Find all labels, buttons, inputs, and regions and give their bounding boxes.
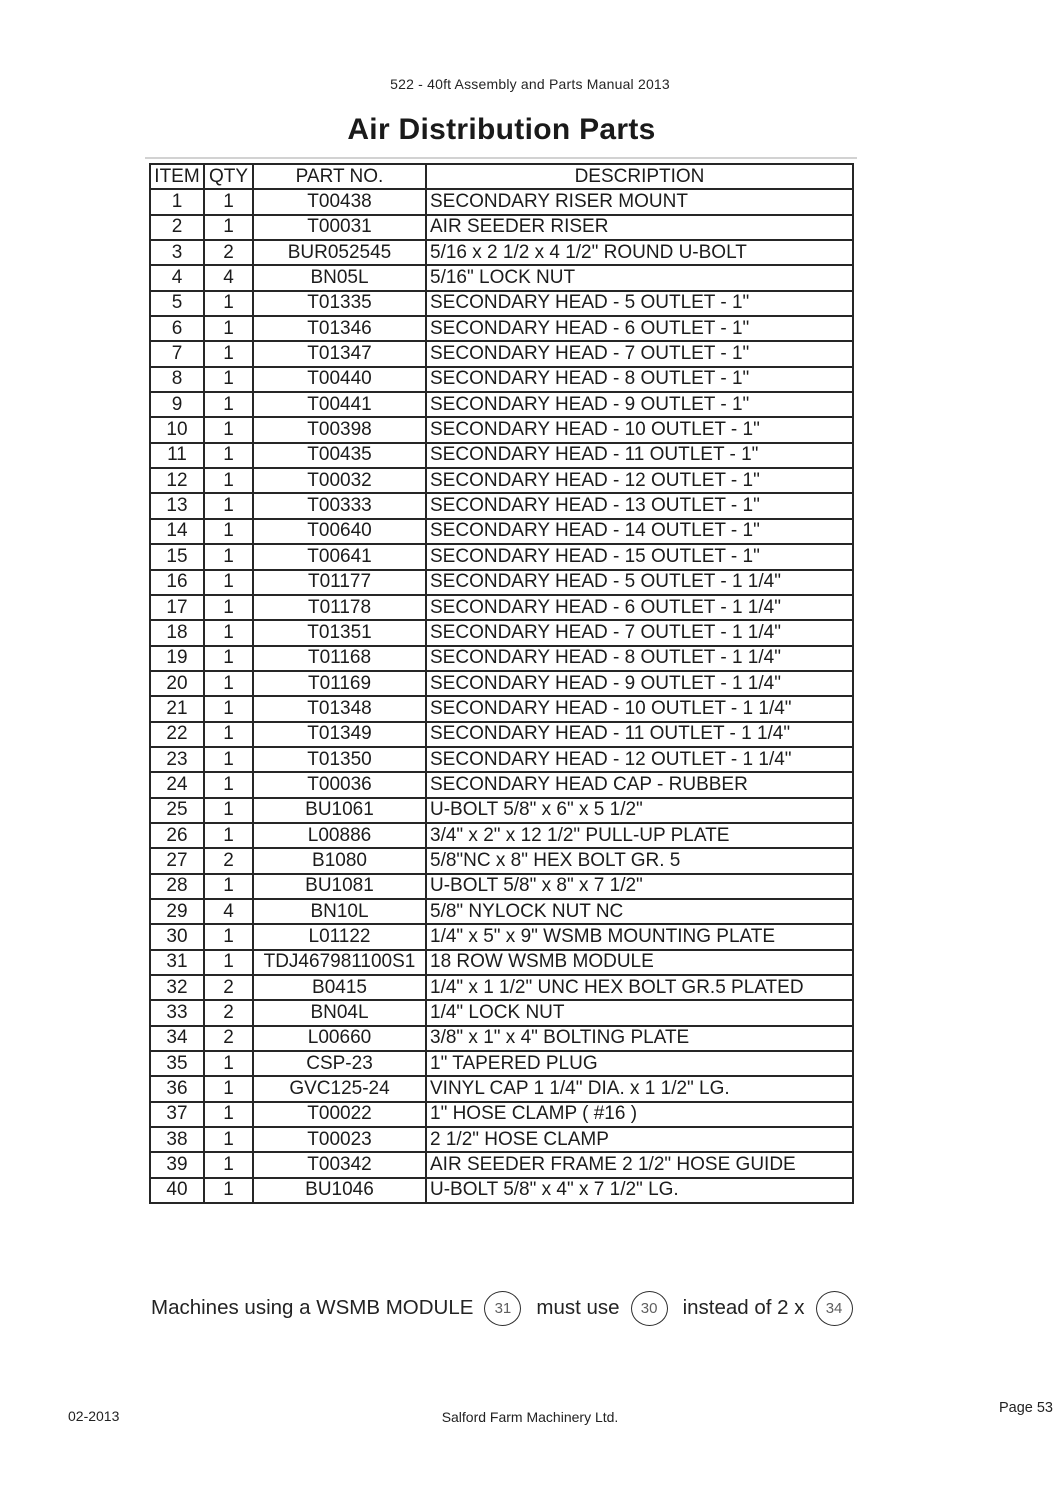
item-cell: 8 [150, 367, 204, 392]
item-cell: 28 [150, 874, 204, 899]
part-no-cell: T00435 [253, 443, 426, 468]
description-cell: SECONDARY HEAD - 5 OUTLET - 1" [426, 291, 853, 316]
description-cell: U-BOLT 5/8" x 4" x 7 1/2" LG. [426, 1178, 853, 1203]
balloon-ref-31: 31 [484, 1291, 521, 1326]
description-cell: 1/4" x 5" x 9" WSMB MOUNTING PLATE [426, 924, 853, 949]
footer-page-number: Page 53 [998, 1400, 1053, 1416]
item-cell: 24 [150, 772, 204, 797]
table-row [150, 443, 853, 468]
table-body [150, 189, 853, 1203]
part-no-cell: BN10L [253, 899, 426, 924]
qty-cell: 4 [204, 265, 253, 290]
description-cell: 5/16 x 2 1/2 x 4 1/2" ROUND U-BOLT [426, 240, 853, 265]
item-cell: 31 [150, 950, 204, 975]
part-no-cell: T00333 [253, 493, 426, 518]
page-title: Air Distribution Parts [347, 113, 656, 146]
scan-artifact-line [145, 157, 857, 159]
item-cell: 18 [150, 620, 204, 645]
balloon-ref-30: 30 [631, 1291, 668, 1326]
qty-cell: 1 [204, 747, 253, 772]
qty-cell: 1 [204, 341, 253, 366]
table-row [150, 823, 853, 848]
item-cell: 1 [150, 189, 204, 214]
part-no-cell: L01122 [253, 924, 426, 949]
item-cell: 11 [150, 443, 204, 468]
description-cell: SECONDARY HEAD - 9 OUTLET - 1" [426, 392, 853, 417]
item-cell: 38 [150, 1127, 204, 1152]
qty-cell: 2 [204, 975, 253, 1000]
description-cell: SECONDARY HEAD - 11 OUTLET - 1" [426, 443, 853, 468]
description-cell: SECONDARY HEAD - 12 OUTLET - 1 1/4" [426, 747, 853, 772]
qty-cell: 1 [204, 823, 253, 848]
item-cell: 9 [150, 392, 204, 417]
item-cell: 6 [150, 316, 204, 341]
item-cell: 4 [150, 265, 204, 290]
qty-cell: 1 [204, 392, 253, 417]
part-no-cell: T00641 [253, 544, 426, 569]
qty-cell: 1 [204, 1051, 253, 1076]
item-cell: 26 [150, 823, 204, 848]
part-no-cell: TDJ467981100S1 [253, 950, 426, 975]
part-no-cell: T00032 [253, 468, 426, 493]
table-row [150, 367, 853, 392]
description-cell: U-BOLT 5/8" x 6" x 5 1/2" [426, 798, 853, 823]
qty-cell: 1 [204, 1178, 253, 1203]
description-cell: 1/4" x 1 1/2" UNC HEX BOLT GR.5 PLATED [426, 975, 853, 1000]
qty-cell: 1 [204, 367, 253, 392]
table-row [150, 671, 853, 696]
qty-cell: 2 [204, 1000, 253, 1025]
part-no-cell: T01168 [253, 646, 426, 671]
item-cell: 33 [150, 1000, 204, 1025]
note-text: must use [536, 1296, 620, 1319]
qty-cell: 1 [204, 696, 253, 721]
item-cell: 2 [150, 215, 204, 240]
description-cell: VINYL CAP 1 1/4" DIA. x 1 1/2" LG. [426, 1076, 853, 1101]
table-row [150, 468, 853, 493]
part-no-cell: L00886 [253, 823, 426, 848]
item-cell: 5 [150, 291, 204, 316]
balloon-ref-34: 34 [816, 1291, 853, 1326]
item-cell: 39 [150, 1152, 204, 1177]
item-cell: 40 [150, 1178, 204, 1203]
description-cell: SECONDARY HEAD - 6 OUTLET - 1" [426, 316, 853, 341]
table-row [150, 215, 853, 240]
table-row [150, 1127, 853, 1152]
description-cell: AIR SEEDER RISER [426, 215, 853, 240]
part-no-cell: CSP-23 [253, 1051, 426, 1076]
item-cell: 16 [150, 570, 204, 595]
part-no-cell: T00441 [253, 392, 426, 417]
table-header-row [150, 164, 853, 189]
qty-cell: 2 [204, 240, 253, 265]
item-cell: 35 [150, 1051, 204, 1076]
part-no-cell: BN04L [253, 1000, 426, 1025]
description-cell: SECONDARY HEAD - 8 OUTLET - 1 1/4" [426, 646, 853, 671]
description-cell: SECONDARY HEAD - 14 OUTLET - 1" [426, 519, 853, 544]
table-row [150, 291, 853, 316]
qty-cell: 1 [204, 519, 253, 544]
note-text: instead of 2 x [682, 1296, 805, 1319]
table-row [150, 1051, 853, 1076]
description-cell: SECONDARY RISER MOUNT [426, 189, 853, 214]
item-cell: 10 [150, 417, 204, 442]
part-no-cell: BN05L [253, 265, 426, 290]
column-header-qty: QTY [204, 164, 253, 189]
table-row [150, 747, 853, 772]
description-cell: AIR SEEDER FRAME 2 1/2" HOSE GUIDE [426, 1152, 853, 1177]
table-row [150, 1152, 853, 1177]
qty-cell: 1 [204, 1152, 253, 1177]
item-cell: 22 [150, 722, 204, 747]
qty-cell: 1 [204, 1127, 253, 1152]
table-row [150, 646, 853, 671]
part-no-cell: BU1061 [253, 798, 426, 823]
column-header-part-no: PART NO. [253, 164, 426, 189]
qty-cell: 1 [204, 443, 253, 468]
qty-cell: 1 [204, 1076, 253, 1101]
item-cell: 23 [150, 747, 204, 772]
description-cell: SECONDARY HEAD - 9 OUTLET - 1 1/4" [426, 671, 853, 696]
qty-cell: 2 [204, 848, 253, 873]
table-row [150, 240, 853, 265]
description-cell: SECONDARY HEAD - 8 OUTLET - 1" [426, 367, 853, 392]
table-row [150, 1026, 853, 1051]
qty-cell: 1 [204, 646, 253, 671]
part-no-cell: BU1046 [253, 1178, 426, 1203]
qty-cell: 1 [204, 544, 253, 569]
qty-cell: 1 [204, 924, 253, 949]
description-cell: SECONDARY HEAD - 15 OUTLET - 1" [426, 544, 853, 569]
table-row [150, 924, 853, 949]
part-no-cell: B1080 [253, 848, 426, 873]
qty-cell: 1 [204, 722, 253, 747]
item-cell: 15 [150, 544, 204, 569]
item-cell: 29 [150, 899, 204, 924]
part-no-cell: L00660 [253, 1026, 426, 1051]
part-no-cell: T01177 [253, 570, 426, 595]
description-cell: SECONDARY HEAD - 7 OUTLET - 1 1/4" [426, 620, 853, 645]
part-no-cell: T00023 [253, 1127, 426, 1152]
description-cell: 5/8" NYLOCK NUT NC [426, 899, 853, 924]
qty-cell: 1 [204, 595, 253, 620]
part-no-cell: T01178 [253, 595, 426, 620]
qty-cell: 1 [204, 493, 253, 518]
item-cell: 12 [150, 468, 204, 493]
part-no-cell: T00036 [253, 772, 426, 797]
part-no-cell: T01169 [253, 671, 426, 696]
manual-header-text: 522 - 40ft Assembly and Parts Manual 2013 [390, 76, 670, 92]
description-cell: SECONDARY HEAD - 10 OUTLET - 1" [426, 417, 853, 442]
parts-table [149, 163, 854, 1204]
item-cell: 27 [150, 848, 204, 873]
part-no-cell: T00022 [253, 1102, 426, 1127]
description-cell: U-BOLT 5/8" x 8" x 7 1/2" [426, 874, 853, 899]
qty-cell: 4 [204, 899, 253, 924]
description-cell: 1" HOSE CLAMP ( #16 ) [426, 1102, 853, 1127]
part-no-cell: T00438 [253, 189, 426, 214]
part-no-cell: T00398 [253, 417, 426, 442]
item-cell: 14 [150, 519, 204, 544]
table-row [150, 772, 853, 797]
description-cell: 2 1/2" HOSE CLAMP [426, 1127, 853, 1152]
description-cell: SECONDARY HEAD - 7 OUTLET - 1" [426, 341, 853, 366]
table-row [150, 493, 853, 518]
item-cell: 7 [150, 341, 204, 366]
description-cell: SECONDARY HEAD - 13 OUTLET - 1" [426, 493, 853, 518]
qty-cell: 1 [204, 772, 253, 797]
table-row [150, 696, 853, 721]
description-cell: SECONDARY HEAD - 6 OUTLET - 1 1/4" [426, 595, 853, 620]
qty-cell: 1 [204, 874, 253, 899]
part-no-cell: T00440 [253, 367, 426, 392]
description-cell: 3/4" x 2" x 12 1/2" PULL-UP PLATE [426, 823, 853, 848]
table-row [150, 950, 853, 975]
item-cell: 37 [150, 1102, 204, 1127]
table-row [150, 1076, 853, 1101]
qty-cell: 1 [204, 189, 253, 214]
item-cell: 34 [150, 1026, 204, 1051]
description-cell: SECONDARY HEAD - 10 OUTLET - 1 1/4" [426, 696, 853, 721]
item-cell: 17 [150, 595, 204, 620]
description-cell: 1/4" LOCK NUT [426, 1000, 853, 1025]
table-row [150, 595, 853, 620]
description-cell: SECONDARY HEAD CAP - RUBBER [426, 772, 853, 797]
table-row [150, 722, 853, 747]
footer-date: 02-2013 [68, 1408, 120, 1424]
description-cell: 18 ROW WSMB MODULE [426, 950, 853, 975]
column-header-item: ITEM [150, 164, 204, 189]
part-no-cell: BU1081 [253, 874, 426, 899]
table-row [150, 316, 853, 341]
description-cell: SECONDARY HEAD - 11 OUTLET - 1 1/4" [426, 722, 853, 747]
footer-company: Salford Farm Machinery Ltd. [441, 1409, 619, 1425]
table-row [150, 189, 853, 214]
table-row [150, 975, 853, 1000]
table-row [150, 1000, 853, 1025]
part-no-cell: T01349 [253, 722, 426, 747]
part-no-cell: T01346 [253, 316, 426, 341]
description-cell: SECONDARY HEAD - 12 OUTLET - 1" [426, 468, 853, 493]
table-row [150, 570, 853, 595]
part-no-cell: T01347 [253, 341, 426, 366]
part-no-cell: T01348 [253, 696, 426, 721]
part-no-cell: GVC125-24 [253, 1076, 426, 1101]
item-cell: 36 [150, 1076, 204, 1101]
wsmb-module-note [151, 1289, 853, 1327]
qty-cell: 1 [204, 417, 253, 442]
qty-cell: 1 [204, 316, 253, 341]
qty-cell: 2 [204, 1026, 253, 1051]
description-cell: 5/8"NC x 8" HEX BOLT GR. 5 [426, 848, 853, 873]
description-cell: 1" TAPERED PLUG [426, 1051, 853, 1076]
qty-cell: 1 [204, 570, 253, 595]
table-row [150, 899, 853, 924]
column-header-description: DESCRIPTION [426, 164, 853, 189]
description-cell: SECONDARY HEAD - 5 OUTLET - 1 1/4" [426, 570, 853, 595]
table-row [150, 1178, 853, 1203]
table-header [150, 164, 853, 189]
table-row [150, 798, 853, 823]
qty-cell: 1 [204, 798, 253, 823]
table-row [150, 848, 853, 873]
item-cell: 25 [150, 798, 204, 823]
part-no-cell: T01335 [253, 291, 426, 316]
item-cell: 21 [150, 696, 204, 721]
table-row [150, 417, 853, 442]
table-row [150, 265, 853, 290]
table-row [150, 341, 853, 366]
item-cell: 13 [150, 493, 204, 518]
note-text: Machines using a WSMB MODULE [151, 1296, 474, 1319]
item-cell: 19 [150, 646, 204, 671]
item-cell: 20 [150, 671, 204, 696]
qty-cell: 1 [204, 950, 253, 975]
part-no-cell: T00342 [253, 1152, 426, 1177]
part-no-cell: T01350 [253, 747, 426, 772]
description-cell: 3/8" x 1" x 4" BOLTING PLATE [426, 1026, 853, 1051]
table-row [150, 874, 853, 899]
part-no-cell: T01351 [253, 620, 426, 645]
table-row [150, 519, 853, 544]
part-no-cell: T00031 [253, 215, 426, 240]
part-no-cell: T00640 [253, 519, 426, 544]
item-cell: 3 [150, 240, 204, 265]
item-cell: 32 [150, 975, 204, 1000]
table-row [150, 1102, 853, 1127]
table-row [150, 392, 853, 417]
description-cell: 5/16" LOCK NUT [426, 265, 853, 290]
table-row [150, 620, 853, 645]
part-no-cell: B0415 [253, 975, 426, 1000]
qty-cell: 1 [204, 1102, 253, 1127]
qty-cell: 1 [204, 468, 253, 493]
table-row [150, 544, 853, 569]
qty-cell: 1 [204, 215, 253, 240]
qty-cell: 1 [204, 671, 253, 696]
qty-cell: 1 [204, 291, 253, 316]
qty-cell: 1 [204, 620, 253, 645]
item-cell: 30 [150, 924, 204, 949]
part-no-cell: BUR052545 [253, 240, 426, 265]
